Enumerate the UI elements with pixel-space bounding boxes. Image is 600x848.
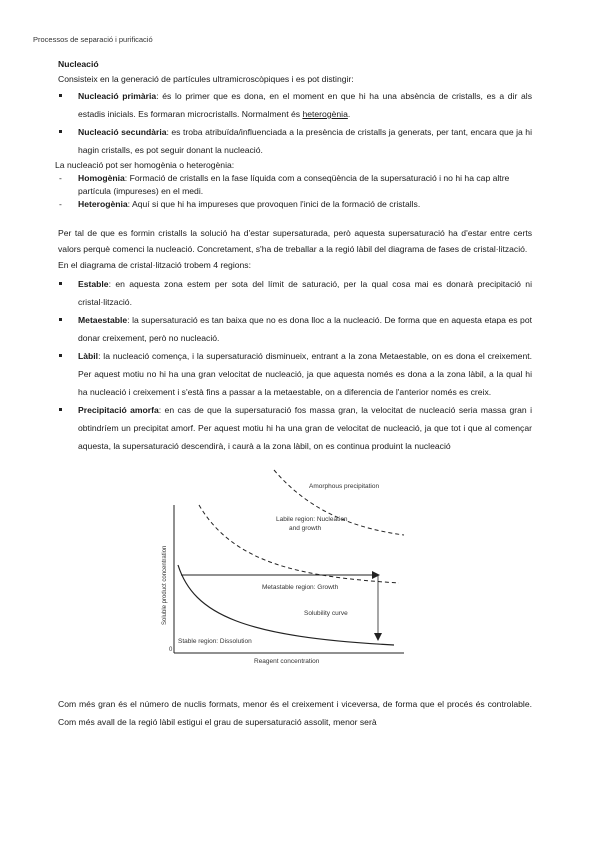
label-solubility: Solubility curve xyxy=(304,610,348,617)
list-item xyxy=(58,172,532,198)
definition: : en cas de que la supersaturació fos massa gran, la velocitat de nucleació seria massa gran i obtindríem un precipitat amorf. Per aquest motiu hi ha una gran de velocitat de nucleació, ja que tot i que al començar aquesta, la supersaturació descendirà, i caurà a la zona làbil, on es continua produint la nucleació xyxy=(78,405,533,451)
list-item xyxy=(58,275,532,311)
underlined-term: heterogènia xyxy=(302,109,348,119)
punctuation: . xyxy=(347,109,351,119)
arrow-head xyxy=(372,571,380,579)
closing-paragraph: Com més gran és el número de nuclis formats, menor és el creixement i viceversa, de forma que el procés és controlable. Com més avall de la regió làbil estigui el grau de supersaturació assolit, menor serà xyxy=(58,699,532,727)
definition: : es troba atribuïda/influenciada a la presència de cristalls ja generats, per tant, encara que ja hi hagin cristalls, es pot seguir donant la nucleació. xyxy=(78,127,532,155)
paragraph-supersaturation: Per tal de que es formin cristalls la solució ha d'estar supersaturada, però aquesta supersaturació ha d'estar entre certs valors perquè comenci la nucleació. Concretament, s'ha de treballar a la regió làbil del diagrama de fases de cristal·lització. xyxy=(58,228,532,254)
term: Precipitació amorfa xyxy=(78,405,159,415)
intro-text: Consisteix en la generació de partícules ultramicroscòpiques i es pot distingir: xyxy=(58,74,354,84)
list-item xyxy=(58,123,532,159)
homhet-list xyxy=(58,172,532,211)
page-content xyxy=(55,58,533,731)
y-axis-label: Soluble product concentration xyxy=(162,545,168,625)
list-item xyxy=(58,87,532,123)
list-item xyxy=(58,347,532,401)
label-stable: Stable region: Dissolution xyxy=(178,638,252,645)
definition: : és lo primer que es dona, en el moment en que hi ha una absència de cristalls, es a dir als estadis inicials. Es formaran microcristalls. Normalment és xyxy=(78,91,532,119)
section-title: Nucleació xyxy=(58,59,99,69)
label-amorphous: Amorphous precipitation xyxy=(309,483,380,490)
term: Làbil xyxy=(78,351,99,361)
solubility-curve xyxy=(178,565,394,645)
term: Homogènia xyxy=(78,173,125,183)
definition: : en aquesta zona estem per sota del límit de saturació, per la qual cosa mai es donarà precipitació ni cristal·lització. xyxy=(78,279,532,307)
definition: : la nucleació comença, i la supersaturació disminueix, entrant a la zona Metaestable, on es dona el creixement. Per aquest motiu no hi ha una gran velocitat de nucleació, ja que aquesta només es dona a la zona làbil, a la qual hi ha nucleació i creixement i s'està fins a passar a la metaestable, on a diferencia de l'anterior només es creix. xyxy=(78,351,532,397)
running-header: Processos de separació i purificació xyxy=(33,35,153,44)
term: Nucleació secundària xyxy=(78,127,167,137)
nucleation-types-list xyxy=(58,87,532,159)
homhet-intro: La nucleació pot ser homogènia o heterogènia: xyxy=(55,160,235,170)
regions-list xyxy=(58,275,532,455)
diagram-svg xyxy=(154,465,416,665)
definition: : la supersaturació es tan baixa que no es dona lloc a la nucleació. De forma que en aquesta etapa es pot donar creixement, però no nucleació. xyxy=(78,315,532,343)
definition: : Formació de cristalls en la fase líquida com a conseqüència de la supersaturació i no hi ha cap altre partícula (impureses) en el medi. xyxy=(78,173,510,196)
term: Metaestable xyxy=(78,315,128,325)
list-item xyxy=(58,311,532,347)
crystallization-diagram xyxy=(154,465,416,665)
term: Heterogènia xyxy=(78,199,128,209)
list-item xyxy=(58,401,532,455)
diagram-intro: En el diagrama de cristal·lització trobem 4 regions: xyxy=(58,260,251,270)
label-metastable: Metastable region: Growth xyxy=(262,584,339,591)
list-item xyxy=(58,198,532,211)
label-labile-2: and growth xyxy=(289,525,322,532)
term: Nucleació primària xyxy=(78,91,157,101)
label-labile: Labile region: Nucleation xyxy=(276,516,348,523)
x-axis-label: Reagent concentration xyxy=(254,658,320,665)
origin-label: 0 xyxy=(169,647,173,653)
term: Estable xyxy=(78,279,109,289)
definition: : Aquí si que hi ha impureses que provoquen l'inici de la formació de cristalls. xyxy=(127,199,421,209)
arrow-head xyxy=(374,633,382,641)
